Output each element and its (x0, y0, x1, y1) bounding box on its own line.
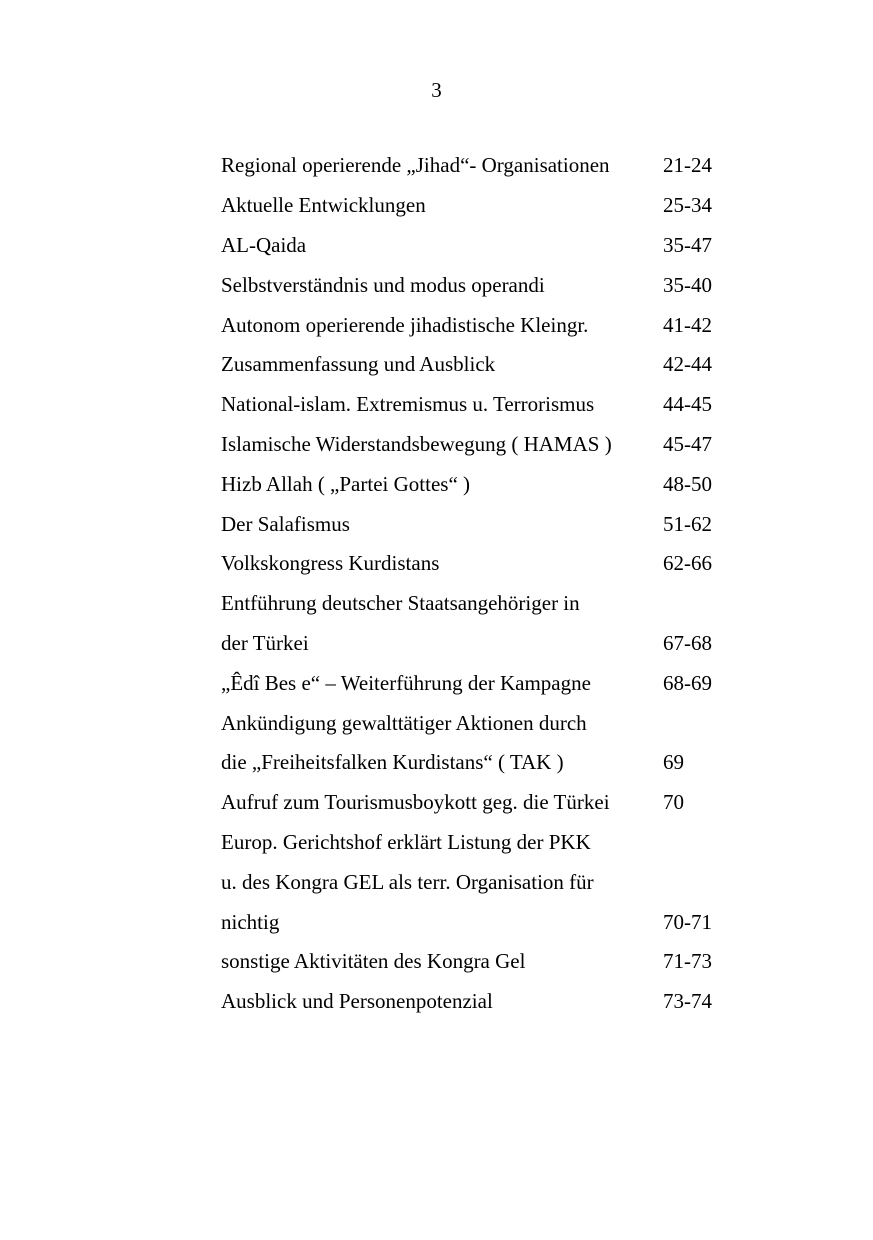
toc-entry-title: Ankündigung gewalttätiger Aktionen durch (221, 710, 587, 735)
toc-entry-pages: 51-62 (663, 511, 712, 536)
toc-row (221, 783, 741, 823)
toc-row (221, 385, 741, 425)
toc-entry-pages: 73-74 (663, 989, 712, 1014)
toc-entry-pages: 21-24 (663, 153, 712, 178)
toc-entry-title: Volkskongress Kurdistans (221, 551, 440, 576)
toc-entry-title: Entführung deutscher Staatsangehöriger in (221, 591, 580, 616)
toc-entry-pages: 70-71 (663, 909, 712, 934)
toc-row (221, 425, 741, 465)
toc-entry-title: Der Salafismus (221, 511, 350, 536)
toc-entry-title: u. des Kongra GEL als terr. Organisation für (221, 869, 594, 894)
toc-row (221, 146, 741, 186)
toc-entry-pages: 67-68 (663, 630, 712, 655)
toc-row (221, 504, 741, 544)
toc-entry-pages: 25-34 (663, 193, 712, 218)
toc-entry-pages: 48-50 (663, 471, 712, 496)
toc-entry-pages: 42-44 (663, 352, 712, 377)
page-number: 3 (431, 78, 442, 102)
toc-row (221, 862, 741, 902)
toc-entry-title: „Êdî Bes e“ – Weiterführung der Kampagne (221, 670, 591, 695)
toc-entry-pages: 68-69 (663, 670, 712, 695)
toc-entry-title: Autonom operierende jihadistische Kleingr. (221, 312, 589, 337)
toc-row (221, 982, 741, 1022)
toc-row (221, 305, 741, 345)
toc-row (221, 544, 741, 584)
toc-entry-title: Europ. Gerichtshof erklärt Listung der PKK (221, 829, 591, 854)
toc-entry-title: der Türkei (221, 630, 309, 655)
toc-row (221, 226, 741, 266)
table-of-contents (221, 146, 741, 1022)
toc-entry-title: Selbstverständnis und modus operandi (221, 272, 545, 297)
toc-row (221, 703, 741, 743)
toc-row (221, 663, 741, 703)
toc-entry-title: Regional operierende „Jihad“- Organisationen (221, 153, 610, 178)
toc-row (221, 624, 741, 664)
toc-row (221, 345, 741, 385)
toc-row (221, 743, 741, 783)
toc-entry-pages: 45-47 (663, 431, 712, 456)
toc-entry-pages: 35-47 (663, 232, 712, 257)
toc-entry-pages: 35-40 (663, 272, 712, 297)
toc-row (221, 823, 741, 863)
toc-row (221, 464, 741, 504)
toc-row (221, 902, 741, 942)
toc-entry-title: nichtig (221, 909, 280, 934)
toc-entry-title: die „Freiheitsfalken Kurdistans“ ( TAK ) (221, 750, 564, 775)
toc-row (221, 942, 741, 982)
toc-row (221, 265, 741, 305)
toc-entry-pages: 69 (663, 750, 684, 775)
toc-row (221, 584, 741, 624)
toc-entry-title: AL-Qaida (221, 232, 307, 257)
toc-entry-pages: 41-42 (663, 312, 712, 337)
toc-entry-title: Aufruf zum Tourismusboykott geg. die Türkei (221, 790, 610, 815)
toc-entry-title: Ausblick und Personenpotenzial (221, 989, 493, 1014)
toc-entry-pages: 62-66 (663, 551, 712, 576)
toc-entry-pages: 70 (663, 790, 684, 815)
toc-entry-pages: 44-45 (663, 392, 712, 417)
toc-entry-title: Islamische Widerstandsbewegung ( HAMAS ) (221, 431, 612, 456)
toc-entry-title: Hizb Allah ( „Partei Gottes“ ) (221, 471, 471, 496)
toc-entry-title: National-islam. Extremismus u. Terrorismus (221, 392, 595, 417)
toc-entry-title: sonstige Aktivitäten des Kongra Gel (221, 949, 526, 974)
toc-entry-title: Aktuelle Entwicklungen (221, 193, 426, 218)
toc-row (221, 186, 741, 226)
toc-entry-pages: 71-73 (663, 949, 712, 974)
toc-entry-title: Zusammenfassung und Ausblick (221, 352, 496, 377)
